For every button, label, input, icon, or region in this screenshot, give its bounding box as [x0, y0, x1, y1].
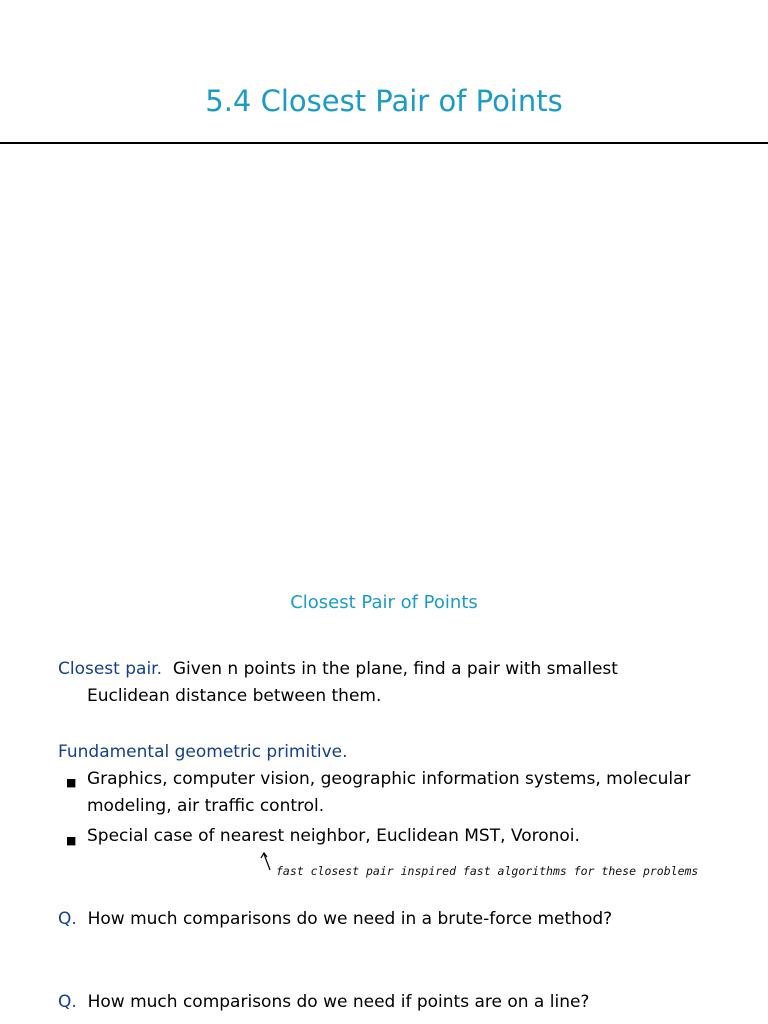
bullet-item-continued: modeling, air traffic control.: [87, 796, 325, 816]
bullet-marker: ■: [66, 776, 77, 789]
closest-pair-text: Given n points in the plane, find a pair with smallest: [172, 659, 618, 679]
bullet-marker: ■: [66, 834, 77, 847]
question-label: Q.: [58, 992, 77, 1012]
question-2: [58, 992, 589, 1012]
closest-pair-definition: [58, 659, 618, 679]
primitive-heading: Fundamental geometric primitive.: [58, 742, 348, 762]
question-1: [58, 909, 612, 929]
annotation-arrow-icon: [256, 850, 276, 872]
question-text: How much comparisons do we need in a brute-force method?: [87, 909, 613, 929]
closest-pair-label: Closest pair.: [58, 659, 163, 679]
bullet-item: Graphics, computer vision, geographic information systems, molecular: [87, 769, 691, 789]
title-divider: [0, 142, 768, 144]
closest-pair-text-continued: Euclidean distance between them.: [87, 686, 382, 706]
section-title: Closest Pair of Points: [290, 592, 478, 613]
slide-title: 5.4 Closest Pair of Points: [205, 84, 563, 118]
annotation-note: fast closest pair inspired fast algorithms for these problems: [276, 864, 699, 878]
question-text: How much comparisons do we need if points are on a line?: [87, 992, 590, 1012]
question-label: Q.: [58, 909, 77, 929]
bullet-item: Special case of nearest neighbor, Euclidean MST, Voronoi.: [87, 826, 580, 846]
